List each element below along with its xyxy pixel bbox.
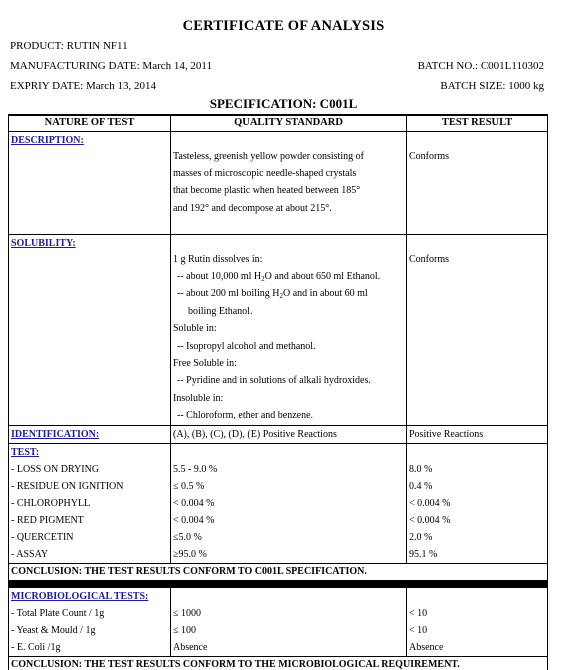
- test-standard: ≥95.0 %: [171, 546, 407, 564]
- solubility-line: Free Soluble in:: [173, 357, 237, 369]
- micro-title: MICROBIOLOGICAL TESTS:: [11, 590, 149, 602]
- solubility-row: [9, 234, 548, 425]
- test-name: - ASSAY: [9, 546, 171, 564]
- test-name: - CHLOROPHYLL: [9, 495, 171, 512]
- table-row: [9, 622, 548, 639]
- test-result: 0.4 %: [407, 478, 548, 495]
- micro-conclusion: CONCLUSION: THE TEST RESULTS CONFORM TO THE MICROBIOLOGICAL REQUIREMENT.: [9, 656, 548, 670]
- table-row: [9, 495, 548, 512]
- document-title: CERTIFICATE OF ANALYSIS: [182, 18, 385, 34]
- test-name: - RED PIGMENT: [9, 512, 171, 529]
- batch-number: BATCH NO.: C001L110302: [417, 60, 544, 72]
- header-test-result: TEST RESULT: [407, 115, 548, 131]
- micro-test-standard: ≤ 100: [171, 622, 407, 639]
- test-result: 8.0 %: [407, 461, 548, 478]
- identification-result: Positive Reactions: [409, 428, 484, 440]
- expiry-date: EXPRIY DATE: March 13, 2014: [10, 80, 156, 92]
- table-row: [9, 639, 548, 657]
- description-line: that become plastic when heated between 185°: [173, 185, 361, 197]
- solubility-line: Soluble in:: [173, 323, 217, 335]
- micro-test-standard: ≤ 1000: [171, 605, 407, 622]
- test-result: < 0.004 %: [407, 495, 548, 512]
- section-divider: [9, 580, 548, 587]
- description-line: Tasteless, greenish yellow powder consisting of: [173, 150, 364, 162]
- test-result: 2.0 %: [407, 529, 548, 546]
- header-nature-of-test: NATURE OF TEST: [9, 115, 171, 131]
- solubility-line: -- about 200 ml boiling $H_2O$ and in about 60 ml: [177, 288, 368, 301]
- solubility-line: -- Isopropyl alcohol and methanol.: [177, 340, 316, 352]
- table-row: [9, 478, 548, 495]
- description-line: and 192° and decompose at about 215°.: [173, 202, 332, 214]
- solubility-line: Insoluble in:: [173, 392, 224, 404]
- header-quality-standard: QUALITY STANDARD: [171, 115, 407, 131]
- table-header-row: [9, 115, 548, 131]
- description-result: Conforms: [409, 150, 449, 162]
- test-conclusion: CONCLUSION: THE TEST RESULTS CONFORM TO C001L SPECIFICATION.: [9, 563, 548, 580]
- test-result: < 0.004 %: [407, 512, 548, 529]
- solubility-title: SOLUBILITY:: [11, 237, 76, 249]
- table-row: [9, 529, 548, 546]
- micro-test-name: - Total Plate Count / 1g: [9, 605, 171, 622]
- micro-test-standard: Absence: [171, 639, 407, 657]
- identification-title: IDENTIFICATION:: [11, 428, 100, 440]
- specification-heading: SPECIFICATION: C001L: [209, 96, 358, 111]
- table-row: [9, 605, 548, 622]
- batch-size: BATCH SIZE: 1000 kg: [440, 80, 544, 92]
- description-line: masses of microscopic needle-shaped crystals: [173, 167, 357, 179]
- micro-test-name: - Yeast & Mould / 1g: [9, 622, 171, 639]
- solubility-line: -- about 10,000 ml $H_2O$ and about 650 ml Ethanol.: [177, 270, 381, 283]
- solubility-result: Conforms: [409, 253, 449, 265]
- table-row: [9, 546, 548, 564]
- table-row: [9, 461, 548, 478]
- test-standard: < 0.004 %: [171, 495, 407, 512]
- solubility-line: -- Chloroform, ether and benzene.: [177, 410, 314, 422]
- test-standard: ≤5.0 %: [171, 529, 407, 546]
- micro-test-name: - E. Coli /1g: [9, 639, 171, 657]
- identification-standard: (A), (B), (C), (D), (E) Positive Reactions: [173, 428, 337, 440]
- test-name: - RESIDUE ON IGNITION: [9, 478, 171, 495]
- description-row: [9, 131, 548, 234]
- product-name: PRODUCT: RUTIN NF11: [10, 40, 128, 52]
- test-result: 95.1 %: [407, 546, 548, 564]
- solubility-line: boiling Ethanol.: [188, 305, 253, 317]
- test-title: TEST:: [11, 446, 40, 458]
- micro-test-result: < 10: [407, 622, 548, 639]
- table-row: [9, 512, 548, 529]
- test-standard: 5.5 - 9.0 %: [171, 461, 407, 478]
- test-standard: < 0.004 %: [171, 512, 407, 529]
- test-standard: ≤ 0.5 %: [171, 478, 407, 495]
- micro-section-row: [9, 587, 548, 605]
- manufacturing-date: MANUFACTURING DATE: March 14, 2011: [10, 60, 212, 72]
- micro-conclusion-row: [9, 656, 548, 670]
- test-name: - QUERCETIN: [9, 529, 171, 546]
- test-section-row: [9, 443, 548, 461]
- solubility-line: 1 g Rutin dissolves in:: [173, 253, 263, 265]
- description-title: DESCRIPTION:: [11, 134, 84, 146]
- analysis-table: [8, 114, 548, 670]
- micro-test-result: Absence: [407, 639, 548, 657]
- identification-row: [9, 425, 548, 443]
- test-name: - LOSS ON DRYING: [9, 461, 171, 478]
- test-conclusion-row: [9, 563, 548, 580]
- micro-test-result: < 10: [407, 605, 548, 622]
- solubility-line: -- Pyridine and in solutions of alkali hydroxides.: [177, 375, 371, 387]
